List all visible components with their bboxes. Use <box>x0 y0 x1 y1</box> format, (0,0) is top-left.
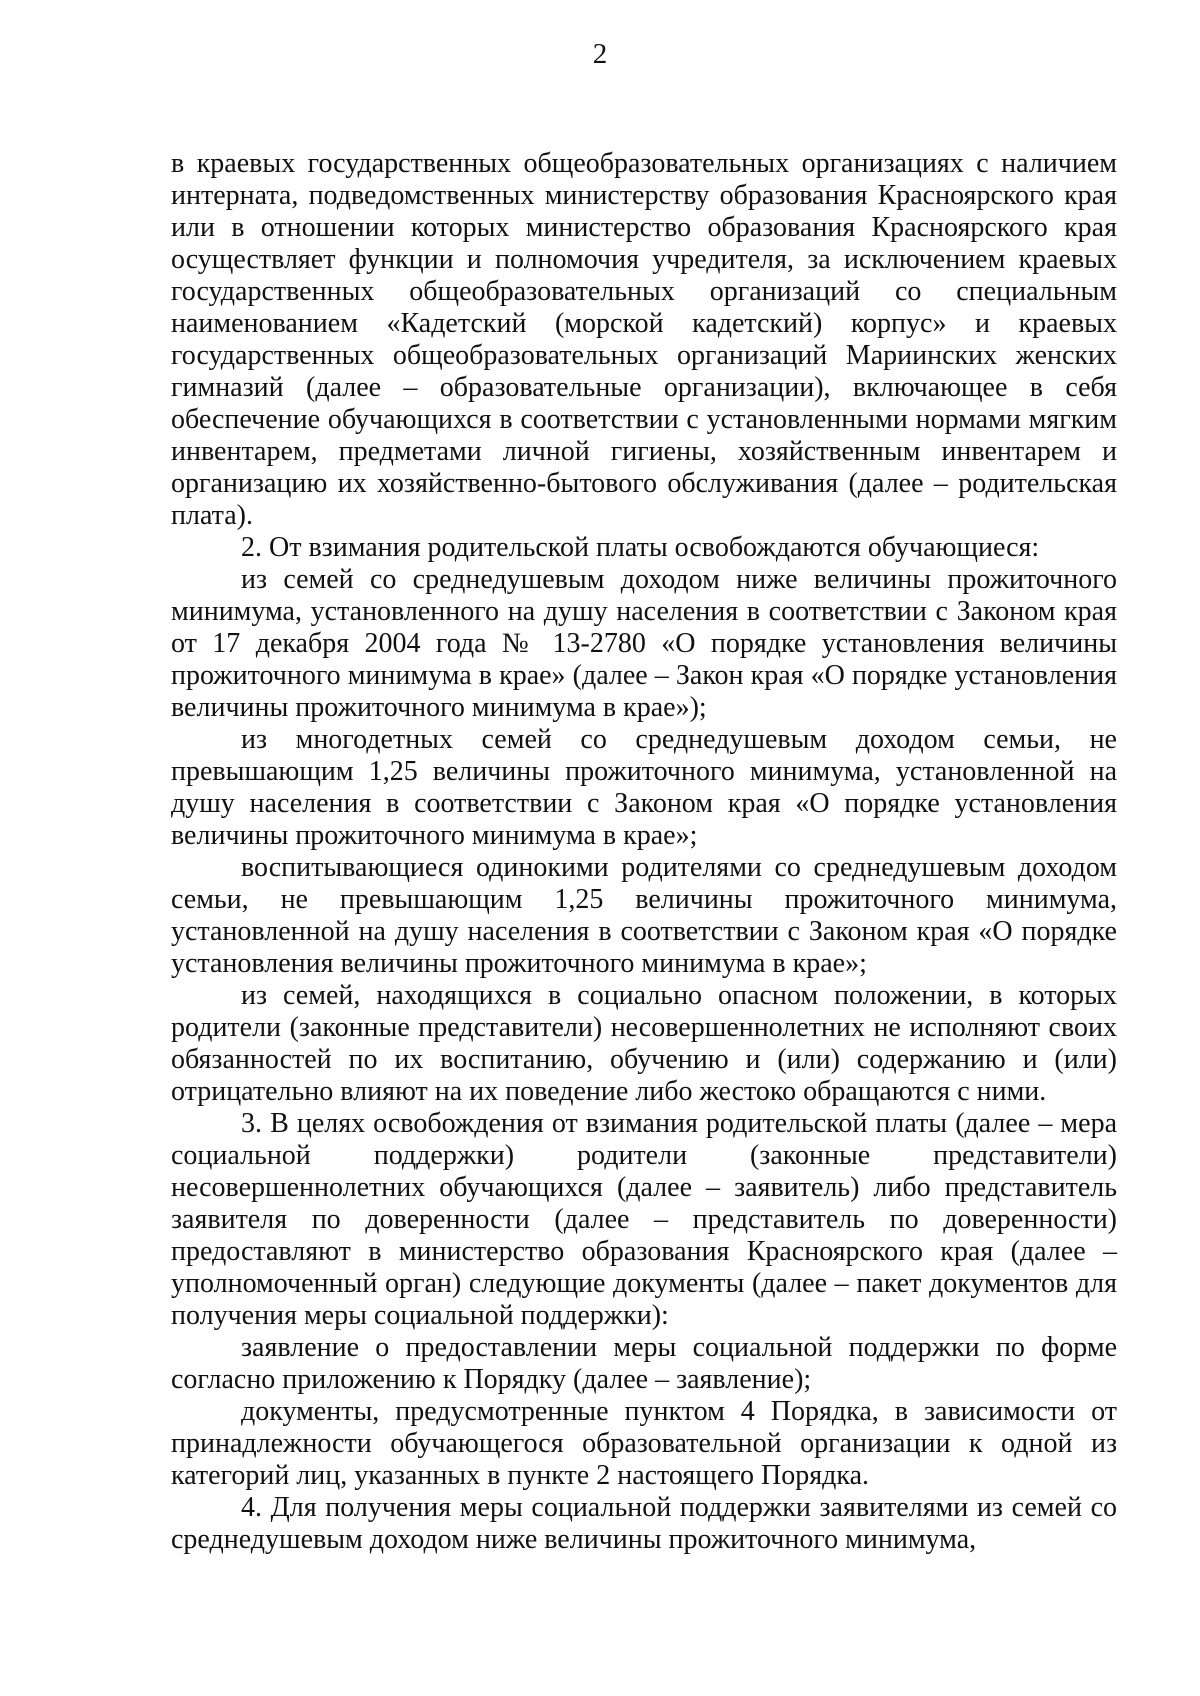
document-body <box>171 148 1117 1556</box>
paragraph-point-2-low-income: из семей со среднедушевым доходом ниже величины прожиточного минимума, установленного на душу населения в соответствии с Законом края от 17 декабря 2004 года № 13-2780 «О порядке установления величины прожиточного минимума в крае» (далее – Закон края «О порядке установления величины прожиточного минимума в крае»); <box>171 564 1117 723</box>
paragraph-point-2-dangerous-situation: из семей, находящихся в социально опасном положении, в которых родители (законные представители) несовершеннолетних не исполняют своих обязанностей по их воспитанию, обучению и (или) содержанию и (или) отрицательно влияют на их поведение либо жестоко обращаются с ними. <box>171 980 1117 1107</box>
paragraph-point-4-start: 4. Для получения меры социальной поддержки заявителями из семей со среднедушевым доходом ниже величины прожиточного минимума, <box>171 1492 1117 1555</box>
paragraph-point-2-single-parents: воспитывающиеся одинокими родителями со среднедушевым доходом семьи, не превышающим 1,25 величины прожиточного минимума, установленной на душу населения в соответствии с Законом края «О порядке установления величины прожиточного минимума в крае»; <box>171 852 1117 979</box>
paragraph-point-2-large-families: из многодетных семей со среднедушевым доходом семьи, не превышающим 1,25 величины прожиточного минимума, установленной на душу населения в соответствии с Законом края «О порядке установления величины прожиточного минимума в крае»; <box>171 724 1117 851</box>
paragraph-point-1-continued: в краевых государственных общеобразовательных организациях с наличием интерната, подведомственных министерству образования Красноярского края или в отношении которых министерство образования Красноярского края осуществляет функции и полномочия учредителя, за исключением краевых государственных общеобразовательных организаций со специальным наименованием «Кадетский (морской кадетский) корпус» и краевых государственных общеобразовательных организаций Мариинских женских гимназий (далее – образовательные организации), включающее в себя обеспечение обучающихся в соответствии с установленными нормами мягким инвентарем, предметами личной гигиены, хозяйственным инвентарем и организацию их хозяйственно-бытового обслуживания (далее – родительская плата). <box>171 148 1117 531</box>
page-number: 2 <box>592 38 608 70</box>
paragraph-point-2-intro: 2. От взимания родительской платы освобождаются обучающиеся: <box>241 532 1040 563</box>
paragraph-point-3-application: заявление о предоставлении меры социальной поддержки по форме согласно приложению к Порядку (далее – заявление); <box>171 1332 1117 1395</box>
paragraph-point-3-supporting-docs: документы, предусмотренные пунктом 4 Порядка, в зависимости от принадлежности обучающегося образовательной организации к одной из категорий лиц, указанных в пункте 2 настоящего Порядка. <box>171 1396 1117 1491</box>
paragraph-point-3-documents: 3. В целях освобождения от взимания родительской платы (далее – мера социальной поддержки) родители (законные представители) несовершеннолетних обучающихся (далее – заявитель) либо представитель заявителя по доверенности (далее – представитель по доверенности) предоставляют в министерство образования Красноярского края (далее – уполномоченный орган) следующие документы (далее – пакет документов для получения меры социальной поддержки): <box>171 1108 1117 1331</box>
